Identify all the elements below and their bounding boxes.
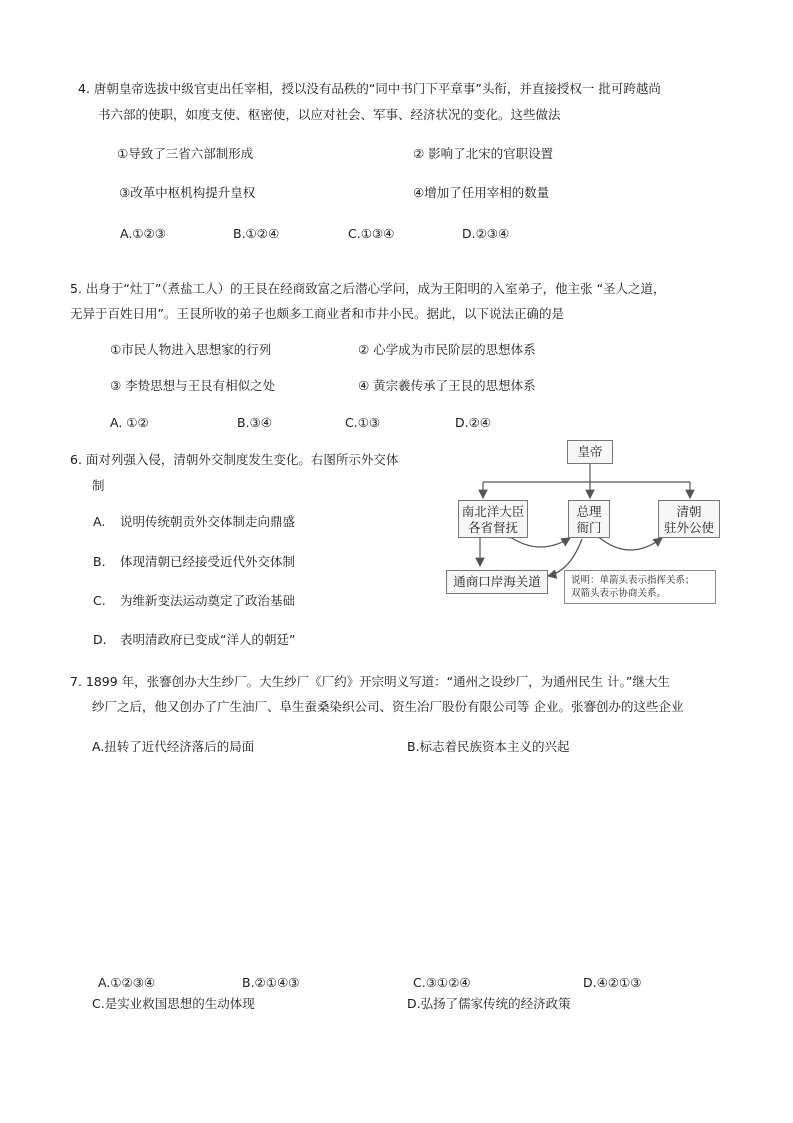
q5-stem-line1: 5. 出身于“灶丁”（煮盐工人）的王艮在经商致富之后潜心学问，成为王阳明的入室弟子，他主张 “圣人之道，	[70, 281, 666, 296]
q5-statement-3: ③ 李贽思想与王艮有相似之处	[110, 378, 276, 393]
q4-option-b: B.①②④	[233, 226, 280, 241]
q7-option-d: D.弘扬了儒家传统的经济政策	[407, 996, 571, 1011]
q6-stem-line1: 6. 面对列强入侵，清朝外交制度发生变化。右图所示外交体	[70, 452, 399, 467]
emperor-box	[567, 440, 613, 464]
stray-option-d: D.④②①③	[583, 975, 642, 990]
stray-option-a: A.①②③④	[98, 975, 156, 990]
q7-stem-line1: 7. 1899 年，张謇创办大生纱厂。大生纱厂《厂约》开宗明义写道：“通州之设纱厂，为通州民生 计。”继大生	[70, 674, 670, 689]
q4-option-c: C.①③④	[348, 226, 395, 241]
q6-option-a-letter: A.	[93, 514, 106, 529]
emperor-label: 皇帝	[577, 444, 603, 459]
q6-option-b-letter: B.	[93, 554, 106, 569]
left-box-line2: 各省督抚	[467, 520, 518, 535]
q4-statement-1: ①导致了三省六部制形成	[117, 146, 254, 161]
q5-statement-4: ④ 黄宗羲传承了王艮的思想体系	[358, 378, 536, 393]
q4-option-a: A.①②③	[120, 226, 166, 241]
q6-option-a-text: 说明传统朝贡外交体制走向鼎盛	[120, 514, 296, 529]
q4-stem-line1: 4. 唐朝皇帝选拔中级官吏出任宰相，授以没有品秩的“同中书门下平章事”头衔，并直接授权一 批可跨越尚	[78, 81, 661, 96]
q6-option-d-text: 表明清政府已变成“洋人的朝廷”	[120, 632, 296, 647]
q6-option-b-text: 体现清朝已经接受近代外交体制	[120, 554, 296, 569]
consult-arrow-left	[512, 538, 570, 547]
q5-option-a: A. ①②	[110, 415, 149, 430]
stray-option-c: C.③①②④	[413, 975, 471, 990]
bottom-box-label: 通商口岸海关道	[453, 574, 541, 589]
q4-statement-2: ② 影响了北宋的官职设置	[413, 146, 554, 161]
center-box	[568, 500, 610, 538]
q6-option-d-letter: D.	[93, 632, 107, 647]
q6-option-c-letter: C.	[93, 593, 106, 608]
q6-stem-line2: 制	[92, 478, 105, 493]
diplomacy-diagram	[440, 436, 730, 616]
bottom-box	[446, 570, 548, 594]
consult-arrow-right	[600, 538, 662, 550]
q7-stem-line2: 纱厂之后，他又创办了广生油厂、阜生蚕桑染织公司、资生冶厂股份有限公司等 企业。张謇创办的这些企业	[92, 699, 684, 714]
right-box-line2: 驻外公使	[663, 520, 714, 535]
q4-stem-line2: 书六部的使职，如度支使、枢密使，以应对社会、军事、经济状况的变化。这些做法	[98, 107, 561, 122]
q4-statement-4: ④增加了任用宰相的数量	[413, 185, 550, 200]
note-line1: 说明：单箭头表示指挥关系；	[571, 575, 695, 586]
q4-statement-3: ③改革中枢机构提升皇权	[119, 185, 256, 200]
center-box-line1: 总理	[576, 504, 602, 519]
q5-option-c: C.①③	[345, 415, 381, 430]
q5-statement-1: ①市民人物进入思想家的行列	[110, 342, 272, 357]
left-box-line1: 南北洋大臣	[461, 504, 525, 519]
q5-statement-2: ② 心学成为市民阶层的思想体系	[358, 342, 536, 357]
center-box-line2: 衙门	[576, 520, 602, 535]
right-box-line1: 清朝	[676, 504, 702, 519]
q7-option-a: A.扭转了近代经济落后的局面	[92, 739, 255, 754]
left-box	[458, 500, 528, 538]
q6-option-c-text: 为维新变法运动奠定了政治基础	[120, 593, 296, 608]
note-line2: 双箭头表示协商关系。	[571, 588, 667, 599]
right-box	[658, 500, 720, 538]
q5-stem-line2: 无异于百姓日用”。王艮所收的弟子也颇多工商业者和市井小民。据此，以下说法正确的是	[70, 306, 564, 321]
q4-option-d: D.②③④	[462, 226, 510, 241]
q5-option-d: D.②④	[455, 415, 492, 430]
q5-option-b: B.③④	[237, 415, 272, 430]
q7-option-c: C.是实业救国思想的生动体现	[92, 996, 255, 1011]
q7-option-b: B.标志着民族资本主义的兴起	[407, 739, 570, 754]
stray-option-b: B.②①④③	[242, 975, 300, 990]
diagram-note	[564, 570, 716, 604]
